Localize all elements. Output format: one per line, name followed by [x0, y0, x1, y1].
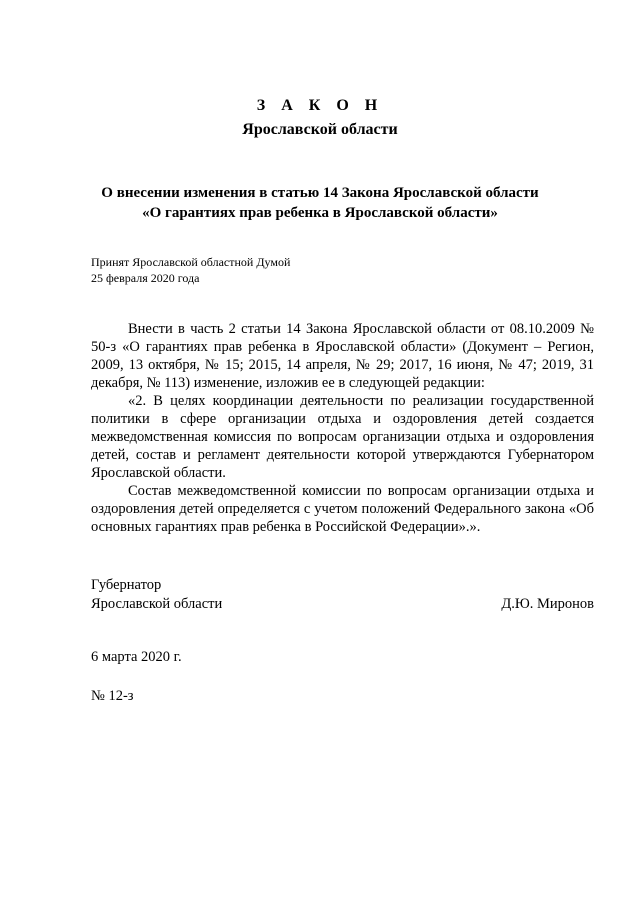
- signatory-title: [91, 576, 222, 614]
- subject-line-2: «О гарантиях прав ребенка в Ярославской области»: [142, 205, 498, 221]
- adoption-body: Принят Ярославской областной Думой: [91, 255, 291, 269]
- body-paragraph-1: Внести в часть 2 статьи 14 Закона Ярославской области от 08.10.2009 № 50-з «О гарантиях прав ребенка в Ярославской области» (Документ – Регион, 2009, 13 октября, № 15; 2015, 14 апреля, № 29; 2017, 16 июня, № 47; 2019, 31 декабря, № 113) изменение, изложив ее в следующей редакции:: [91, 321, 594, 391]
- document-region-title: Ярославской области: [242, 121, 398, 138]
- signing-date: 6 марта 2020 г.: [91, 649, 182, 665]
- law-body: [91, 320, 594, 536]
- signatory-title-line-1: Губернатор: [91, 577, 162, 593]
- adoption-note: [91, 254, 290, 286]
- document-type-title: З А К О Н: [256, 97, 384, 114]
- body-paragraph-2: «2. В целях координации деятельности по реализации государственной политики в сфере организации отдыха и оздоровления детей создается межведомственная комиссия по вопросам организации отдыха и оздоровления детей, состав и регламент деятельности которой утверждаются Губернатором Ярославской области.: [91, 393, 594, 481]
- adoption-date: 25 февраля 2020 года: [91, 271, 200, 285]
- signatory-title-line-2: Ярославской области: [91, 596, 223, 612]
- signatory-name: Д.Ю. Миронов: [501, 596, 594, 612]
- law-subject-heading: [0, 183, 640, 223]
- body-paragraph-3: Состав межведомственной комиссии по вопросам организации отдыха и оздоровления детей определяется с учетом положений Федерального закона «Об основных гарантиях прав ребенка в Российской Федерации».».: [91, 483, 594, 535]
- subject-line-1: О внесении изменения в статью 14 Закона Ярославской области: [101, 185, 539, 201]
- law-number: № 12-з: [91, 688, 134, 704]
